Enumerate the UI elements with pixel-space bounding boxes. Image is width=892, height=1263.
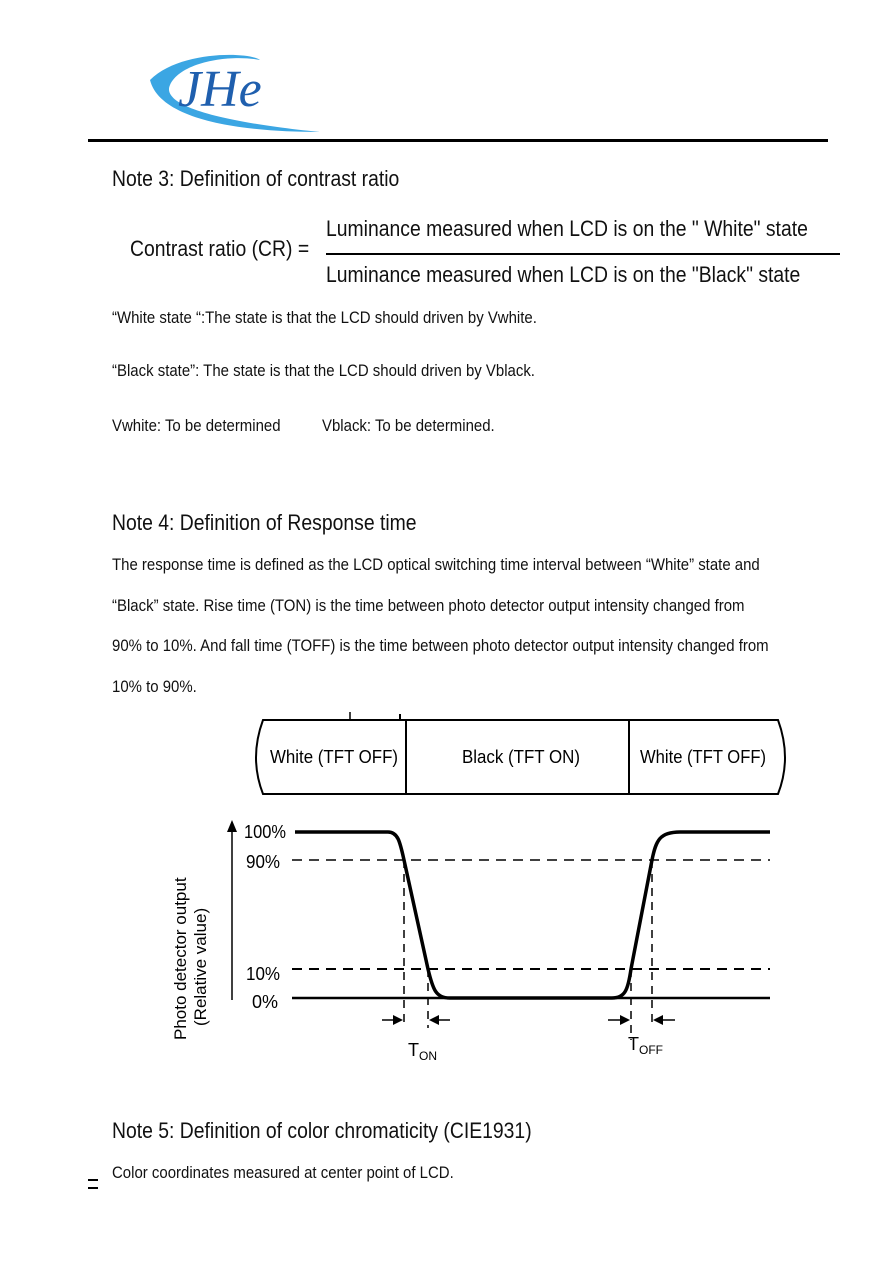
t-on-label: $T_{ON}$ [408, 1040, 437, 1063]
response-curve [295, 832, 770, 998]
y-axis-label-2: (Relative value) [191, 907, 210, 1026]
t-on-arrowhead-left [393, 1015, 403, 1025]
note3-title: Note 3: Definition of contrast ratio [112, 166, 400, 191]
t-on-arrowhead-right [429, 1015, 439, 1025]
note4-line-4: 10% to 90%. [112, 677, 197, 696]
header-rule [88, 139, 828, 142]
note4-title: Note 4: Definition of Response time [112, 510, 417, 535]
t-off-arrowhead-right [653, 1015, 663, 1025]
note4-line-3: 90% to 10%. And fall time (TOFF) is the time between photo detector output intensity changed from [112, 636, 769, 655]
t-off-label: $T_{OFF}$ [628, 1034, 663, 1057]
company-logo [140, 40, 340, 140]
level-label-0: 0% [252, 992, 278, 1012]
contrast-ratio-formula [130, 212, 850, 292]
level-label-90: 90% [246, 852, 280, 872]
white-state-text: “White state “:The state is that the LCD should driven by Vwhite. [112, 308, 537, 327]
note5-title: Note 5: Definition of color chromaticity (CIE1931) [112, 1118, 532, 1143]
t-off-arrowhead-left [620, 1015, 630, 1025]
note4-line-1: The response time is defined as the LCD optical switching time interval between “White” state and [112, 555, 760, 574]
formula-numerator: Luminance measured when LCD is on the " White" state [326, 216, 808, 241]
state-label-white-right: White (TFT OFF) [640, 747, 766, 767]
bullet-marker [88, 1179, 98, 1189]
state-label-white-left: White (TFT OFF) [270, 747, 398, 767]
formula-lhs: Contrast ratio (CR) = [130, 236, 310, 261]
y-axis-arrowhead [227, 820, 237, 832]
note4-line-2: “Black” state. Rise time (TON) is the time between photo detector output intensity changed from [112, 596, 745, 615]
note5-line: Color coordinates measured at center point of LCD. [112, 1163, 454, 1182]
response-time-diagram [160, 710, 800, 1070]
state-label-black: Black (TFT ON) [462, 747, 580, 767]
vblack-text: Vblack: To be determined. [322, 416, 495, 435]
logo-letters: JHe [178, 61, 262, 118]
fraction-bar [326, 253, 840, 255]
vwhite-text: Vwhite: To be determined [112, 416, 281, 435]
black-state-text: “Black state”: The state is that the LCD should driven by Vblack. [112, 361, 535, 380]
formula-denominator: Luminance measured when LCD is on the "Black" state [326, 262, 801, 287]
level-label-10: 10% [246, 964, 280, 984]
y-axis-label-1: Photo detector output [171, 877, 190, 1040]
level-label-100: 100% [244, 822, 286, 842]
